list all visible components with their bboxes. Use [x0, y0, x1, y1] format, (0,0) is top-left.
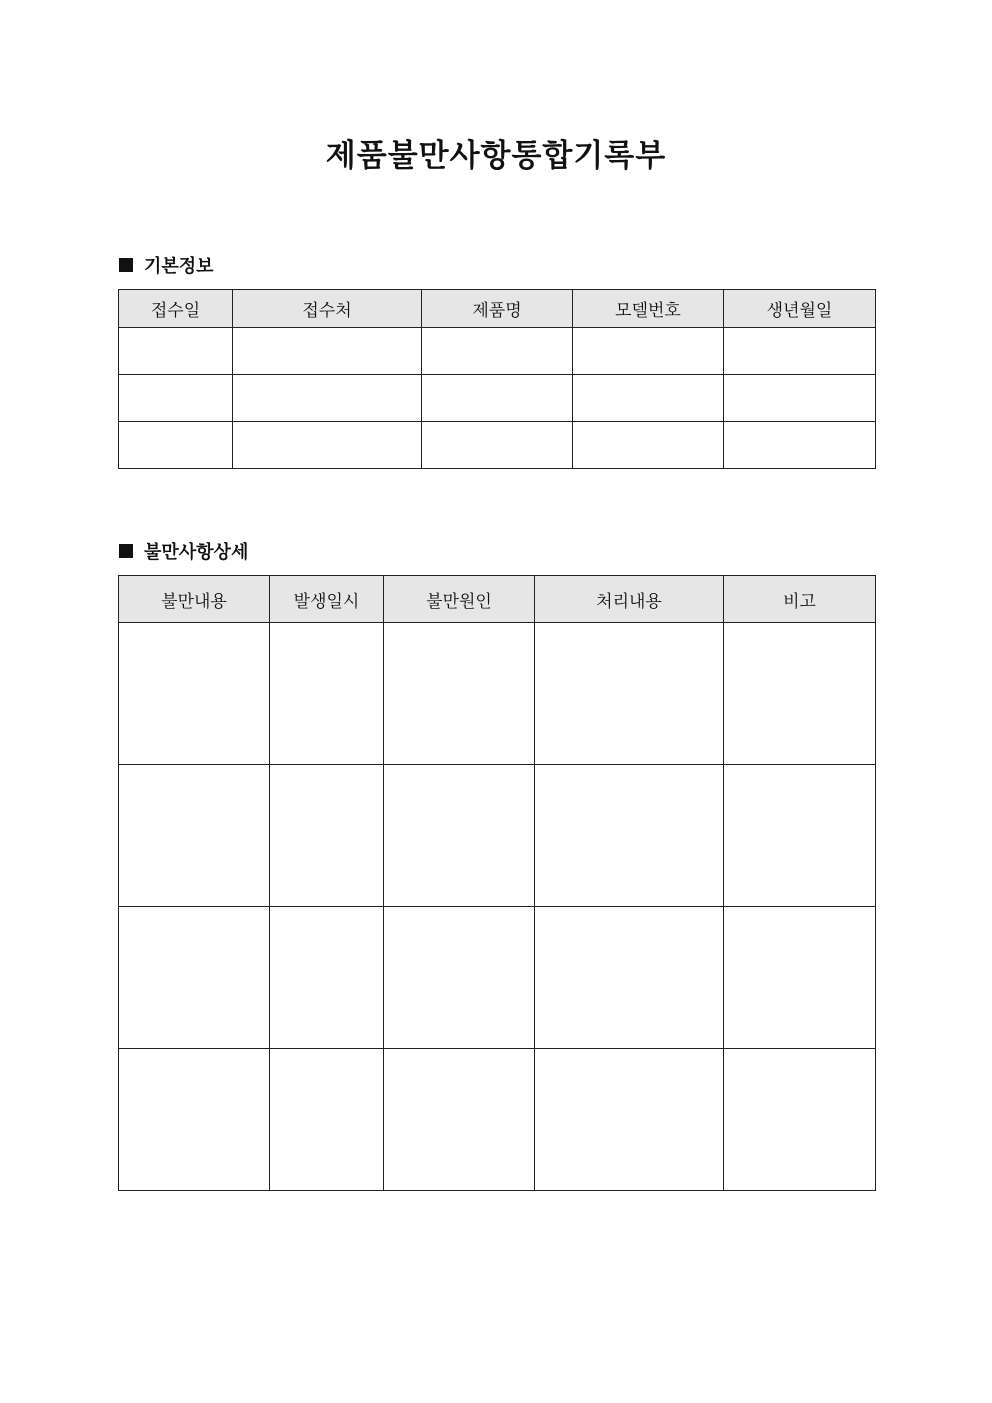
- table-cell[interactable]: [724, 1049, 876, 1191]
- document-title: 제품불만사항통합기록부: [325, 138, 667, 174]
- table-cell[interactable]: [384, 1049, 535, 1191]
- column-header-handling-content: 처리내용: [535, 576, 724, 623]
- table-row: [119, 623, 876, 765]
- table-row: [119, 1049, 876, 1191]
- table-cell[interactable]: [384, 623, 535, 765]
- table-cell[interactable]: [119, 907, 270, 1049]
- table-cell[interactable]: [422, 422, 573, 469]
- table-cell[interactable]: [119, 375, 233, 422]
- square-bullet-icon: [119, 544, 133, 558]
- table-cell[interactable]: [233, 375, 422, 422]
- table-cell[interactable]: [384, 907, 535, 1049]
- table-cell[interactable]: [119, 1049, 270, 1191]
- table-cell[interactable]: [119, 422, 233, 469]
- table-cell[interactable]: [535, 623, 724, 765]
- column-header-receipt-place: 접수처: [233, 290, 422, 328]
- table-cell[interactable]: [535, 1049, 724, 1191]
- column-header-complaint-cause: 불만원인: [384, 576, 535, 623]
- section-heading-label: 기본정보: [144, 256, 214, 277]
- table-cell[interactable]: [724, 765, 876, 907]
- table-cell[interactable]: [119, 328, 233, 375]
- complaint-detail-table: [118, 575, 876, 1191]
- table-header-row: [119, 290, 876, 328]
- table-row: [119, 765, 876, 907]
- table-cell[interactable]: [573, 422, 724, 469]
- table-cell[interactable]: [422, 328, 573, 375]
- table-header-row: [119, 576, 876, 623]
- table-cell[interactable]: [724, 328, 876, 375]
- table-cell[interactable]: [384, 765, 535, 907]
- basic-info-table: [118, 289, 876, 469]
- table-cell[interactable]: [119, 623, 270, 765]
- table-cell[interactable]: [535, 765, 724, 907]
- section-heading-complaint-detail: [119, 537, 248, 565]
- table-cell[interactable]: [724, 422, 876, 469]
- table-cell[interactable]: [724, 375, 876, 422]
- table-cell[interactable]: [535, 907, 724, 1049]
- table-row: [119, 907, 876, 1049]
- table-cell[interactable]: [724, 907, 876, 1049]
- table-cell[interactable]: [573, 328, 724, 375]
- table-row: [119, 328, 876, 375]
- table-cell[interactable]: [233, 328, 422, 375]
- column-header-occurrence-datetime: 발생일시: [270, 576, 384, 623]
- section-heading-label: 불만사항상세: [144, 542, 249, 563]
- section-heading-basic-info: [119, 251, 214, 279]
- table-cell[interactable]: [422, 375, 573, 422]
- table-cell[interactable]: [270, 765, 384, 907]
- column-header-product-name: 제품명: [422, 290, 573, 328]
- table-cell[interactable]: [270, 907, 384, 1049]
- column-header-model-number: 모델번호: [573, 290, 724, 328]
- table-row: [119, 375, 876, 422]
- table-cell[interactable]: [270, 623, 384, 765]
- table-cell[interactable]: [573, 375, 724, 422]
- table-cell[interactable]: [233, 422, 422, 469]
- table-row: [119, 422, 876, 469]
- column-header-remarks: 비고: [724, 576, 876, 623]
- square-bullet-icon: [119, 258, 133, 272]
- table-cell[interactable]: [119, 765, 270, 907]
- table-cell[interactable]: [270, 1049, 384, 1191]
- column-header-complaint-content: 불만내용: [119, 576, 270, 623]
- table-cell[interactable]: [724, 623, 876, 765]
- column-header-receipt-date: 접수일: [119, 290, 233, 328]
- column-header-birth-date: 생년월일: [724, 290, 876, 328]
